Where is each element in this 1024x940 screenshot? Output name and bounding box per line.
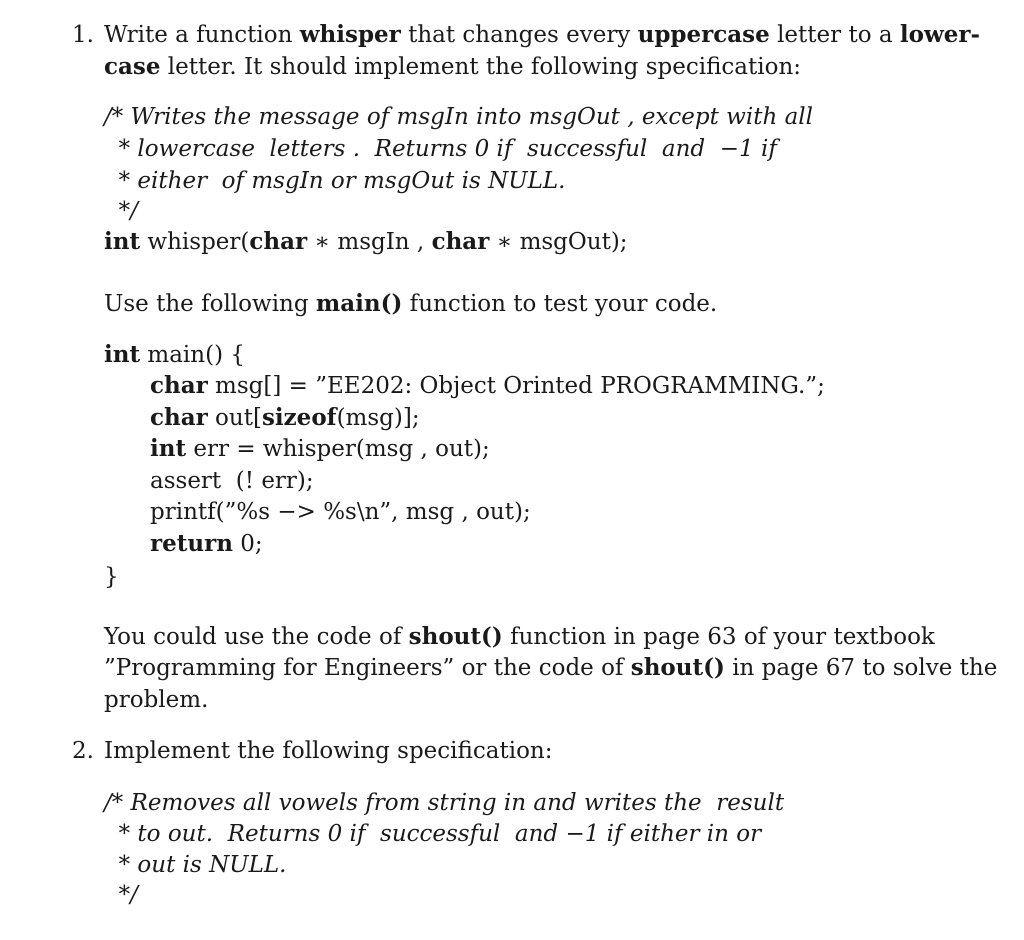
note-line-3: problem. — [104, 687, 209, 713]
whisper-keyword: whisper — [299, 21, 401, 48]
code-line-assert: assert (! err); — [150, 468, 314, 494]
code-close-brace: } — [104, 564, 119, 590]
code-line-err: int err = whisper(msg , out); — [150, 435, 490, 462]
item-2-number: 2. — [72, 738, 94, 764]
spec-comment-line-2: * lowercase letters . Returns 0 if successful and −1 if — [104, 136, 777, 162]
spec2-comment-line-3: * out is NULL. — [104, 852, 287, 878]
code-line-msg: char msg[] = ”EE202: Object Orinted PROGRAMMING.”; — [150, 372, 825, 399]
item-1-intro-line-2: case letter. It should implement the following specification: — [104, 53, 802, 80]
code-line-printf: printf(”%s −> %s\n”, msg , out); — [150, 499, 531, 525]
function-signature: int whisper(char ∗ msgIn , char ∗ msgOut); — [104, 228, 628, 255]
note-line-2: ”Programming for Engineers” or the code of shout() in page 67 to solve the — [104, 654, 998, 681]
code-line-out: char out[sizeof(msg)]; — [150, 404, 420, 431]
intro-text: Write a function whisper that changes every uppercase letter to a lower- — [104, 21, 981, 48]
shout-ref-2: shout() — [630, 654, 725, 681]
spec-comment-line-1: /* Writes the message of msgIn into msgOut , except with all — [104, 104, 814, 130]
item-2-intro: Implement the following specification: — [104, 738, 553, 764]
code-main-line: int main() { — [104, 341, 245, 368]
spec2-comment-line-1: /* Removes all vowels from string in and writes the result — [104, 790, 785, 816]
item-1-intro-line-1 — [104, 20, 981, 50]
spec-comment-line-3: * either of msgIn or msgOut is NULL. — [104, 168, 566, 194]
note-line-1: You could use the code of shout() function in page 63 of your textbook — [104, 623, 935, 650]
shout-ref-1: shout() — [408, 623, 503, 650]
code-line-return: return 0; — [150, 530, 263, 557]
spec-comment-line-4: */ — [104, 198, 138, 224]
test-intro: Use the following main() function to test your code. — [104, 290, 718, 317]
item-1-number: 1. — [72, 22, 94, 48]
spec2-comment-line-4: */ — [104, 882, 138, 908]
uppercase-keyword: uppercase — [637, 21, 770, 48]
spec2-comment-line-2: * to out. Returns 0 if successful and −1 if either in or — [104, 821, 762, 847]
lowercase-keyword: lower- — [899, 21, 981, 48]
